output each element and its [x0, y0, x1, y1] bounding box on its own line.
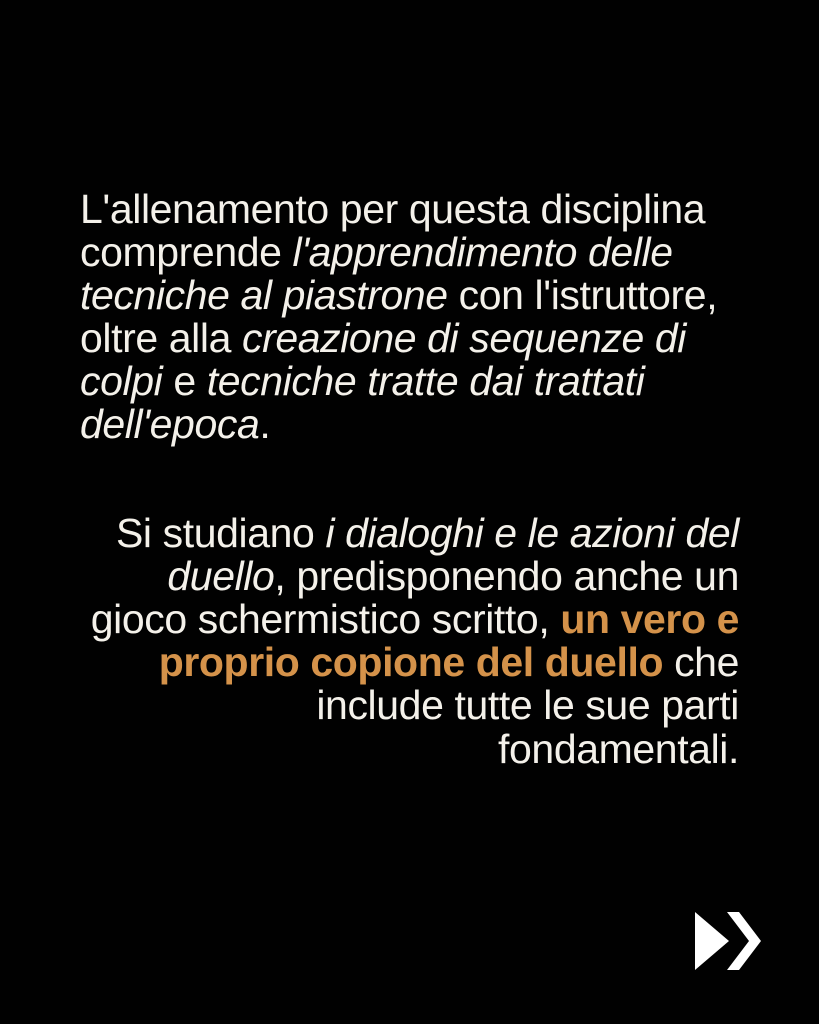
paragraph-primary [80, 188, 739, 446]
paragraph-1-segment-4-italic: creazione di sequenze di colpi [80, 315, 686, 405]
paragraph-2-segment-4-accent: un vero e proprio copione del duello [158, 596, 739, 686]
paragraph-2-segment-1: Si studiano [115, 510, 326, 557]
paragraph-1-segment-6-italic: tecniche tratte dai trattati dell'epoca [80, 358, 645, 448]
paragraph-1-segment-2-italic: l'apprendimento delle tecniche al piastrone [80, 229, 673, 319]
paragraph-2-segment-3: , predisponendo anche un gioco schermistico scritto, [90, 553, 739, 643]
paragraph-1-segment-3: con l'istruttore, oltre alla [80, 272, 718, 362]
paragraph-1-segment-1: L'allenamento per questa disciplina comprende [80, 186, 706, 276]
double-chevron-right-icon[interactable] [691, 910, 763, 972]
paragraph-1-segment-5: e [162, 358, 207, 405]
paragraph-2-segment-5: che include tutte le sue parti fondamentali. [316, 639, 739, 772]
paragraph-2-segment-2-italic: i dialoghi e le azioni del duello [167, 510, 739, 600]
paragraph-secondary [80, 512, 739, 770]
paragraph-1-segment-7: . [259, 401, 271, 448]
